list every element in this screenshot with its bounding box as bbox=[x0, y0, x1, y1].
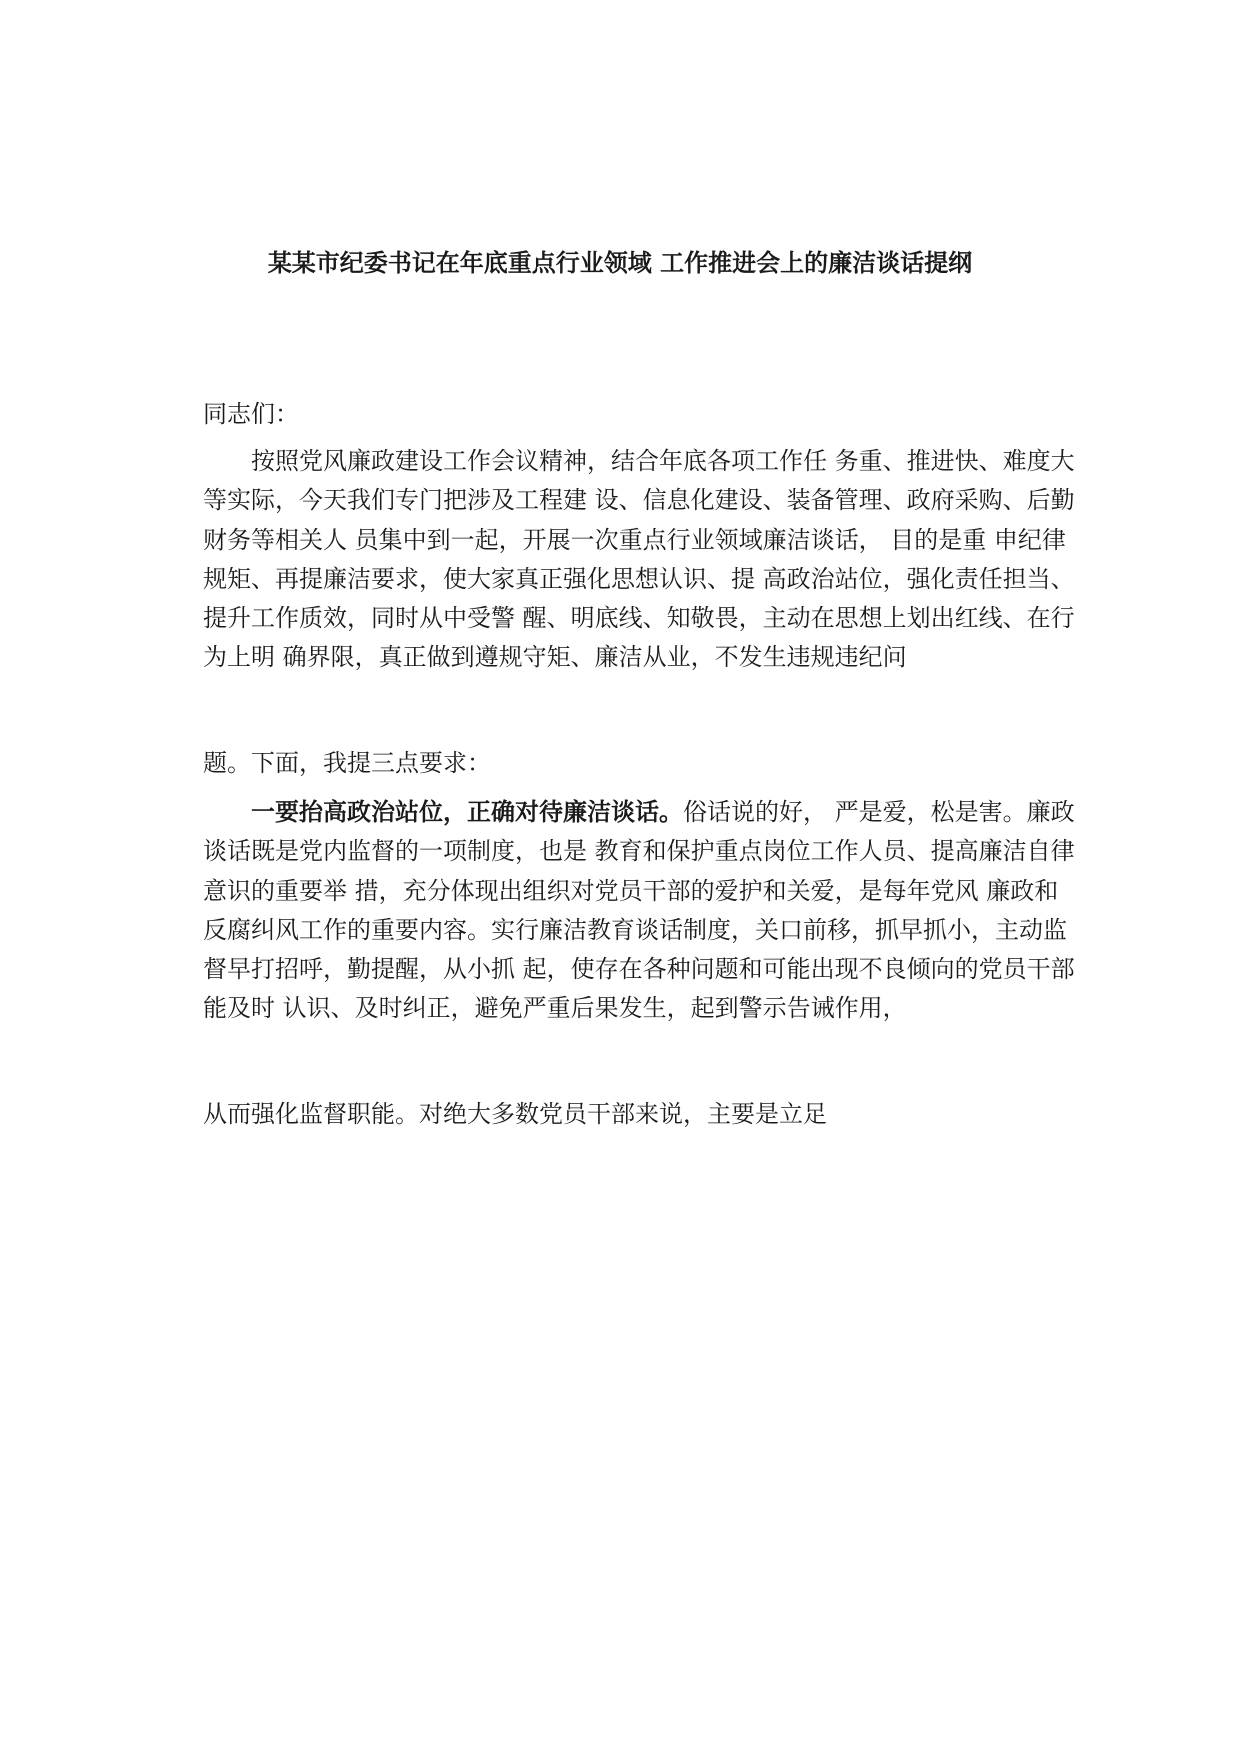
paragraph-2 bbox=[203, 793, 1077, 1029]
paragraph-1: 按照党风廉政建设工作会议精神，结合年底各项工作任 务重、推进快、难度大等实际，今天我们专门把涉及工程建 设、信息化建设、装备管理、政府采购、后勤财务等相关人 员集中到一起，开展一次重点行业领域廉洁谈话， 目的是重 申纪律规矩、再提廉洁要求，使大家真正强化思想认识、提 高政治站位，强化责任担当、提升工作质效，同时从中受警 醒、明底线、知敬畏，主动在思想上划出红线、在行为上明 确界限，真正做到遵规守矩、廉洁从业，不发生违规违纪问 bbox=[203, 447, 1075, 672]
paragraph-2-lead: 一要抬高政治站位，正确对待廉洁谈话。 bbox=[251, 798, 683, 826]
paragraph-1-tail: 题。下面，我提三点要求： bbox=[203, 749, 491, 777]
document-title: 某某市纪委书记在年底重点行业领域 工作推进会上的廉洁谈话提纲 bbox=[267, 249, 973, 277]
paragraph-2-body: 俗话说的好， 严是爱，松是害。廉政谈话既是党内监督的一项制度，也是 教育和保护重点岗位工作人员、提高廉洁自律意识的重要举 措，充分体现出组织对党员干部的爱护和关爱，是每年党风 廉政和反腐纠风工作的重要内容。实行廉洁教育谈话制度，关口前移，抓早抓小，主动监督早打招呼，勤提醒，从小抓 起，使存在各种问题和可能出现不良倾向的党员干部能及时 认识、及时纠正，避免严重后果发生，起到警示告诫作用， bbox=[203, 798, 1075, 1023]
salutation: 同志们： bbox=[203, 400, 299, 428]
paragraph-2-tail: 从而强化监督职能。对绝大多数党员干部来说，主要是立足 bbox=[203, 1100, 827, 1128]
